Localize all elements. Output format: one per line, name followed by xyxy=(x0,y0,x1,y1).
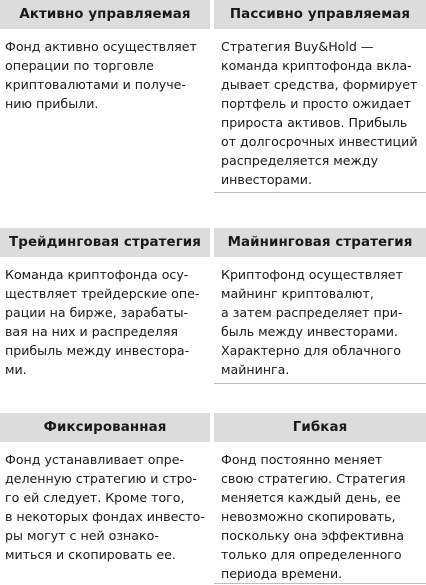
text-line: распределяется между xyxy=(221,153,379,168)
text-line: быль между инвесторами. xyxy=(221,324,398,339)
text-line: в некоторых фондах инвесто- xyxy=(5,509,205,524)
text-line: прибыль между инвестора- xyxy=(5,343,190,358)
text-line: Команда криптофонда осу- xyxy=(5,267,189,282)
card-description xyxy=(0,31,210,157)
card-heading: Пассивно управляемая xyxy=(214,0,426,29)
text-line: ми. xyxy=(5,362,27,377)
text-line: только для определенного xyxy=(221,547,402,562)
text-line: Фонд активно осуществляет xyxy=(5,39,197,54)
text-line: миться и скопировать ее. xyxy=(5,547,176,562)
text-line: невозможно скопировать, xyxy=(221,509,396,524)
card-mining-strategy xyxy=(214,228,426,385)
text-line: го ей следует. Кроме того, xyxy=(5,490,185,505)
text-line: майнинга. xyxy=(221,362,290,377)
text-line: рации на бирже, зарабаты- xyxy=(5,305,189,320)
text-line: ры могут с ней ознако- xyxy=(5,528,159,543)
text-line: команда криптофонда вкла- xyxy=(221,58,412,73)
text-line: нию прибыли. xyxy=(5,96,99,111)
text-line: поскольку она эффективна xyxy=(221,528,405,543)
text-line: криптовалютами и получе- xyxy=(5,77,186,92)
text-line: Криптофонд осуществляет xyxy=(221,267,403,282)
text-line: меняется каждый день, ее xyxy=(221,490,401,505)
text-line: майнинг криптовалют, xyxy=(221,286,374,301)
text-line: деленную стратегию и стро- xyxy=(5,471,197,486)
text-line: а затем распределяет при- xyxy=(221,305,403,320)
card-passive-management xyxy=(214,0,426,189)
text-line: Фонд устанавливает опре- xyxy=(5,452,184,467)
divider xyxy=(214,192,426,193)
divider xyxy=(214,383,426,384)
card-active-management xyxy=(0,0,210,157)
card-description xyxy=(214,444,426,583)
text-line: операции по торговле xyxy=(5,58,154,73)
divider xyxy=(214,583,426,584)
card-description xyxy=(214,31,426,189)
card-fixed-strategy xyxy=(0,413,210,570)
card-description xyxy=(214,259,426,385)
text-line: от долгосрочных инвестиций xyxy=(221,134,418,149)
card-heading: Майнинговая стратегия xyxy=(214,228,426,257)
text-line: Стратегия Buy&Hold — xyxy=(221,39,374,54)
text-line: вая на них и распределяя xyxy=(5,324,179,339)
text-line: ществляет трейдерские опе- xyxy=(5,286,200,301)
card-heading: Фиксированная xyxy=(0,413,210,442)
text-line: Характерно для облачного xyxy=(221,343,401,358)
card-description xyxy=(0,444,210,570)
card-heading: Активно управляемая xyxy=(0,0,210,29)
text-line: дывает средства, формирует xyxy=(221,77,418,92)
text-line: периода времени. xyxy=(221,566,343,581)
card-heading: Гибкая xyxy=(214,413,426,442)
text-line: инвесторами. xyxy=(221,172,312,187)
text-line: свою стратегию. Стратегия xyxy=(221,471,406,486)
text-line: портфель и просто ожидает xyxy=(221,96,412,111)
card-flexible-strategy xyxy=(214,413,426,583)
card-description xyxy=(0,259,210,385)
card-heading: Трейдинговая стратегия xyxy=(0,228,210,257)
card-trading-strategy xyxy=(0,228,210,385)
text-line: Фонд постоянно меняет xyxy=(221,452,383,467)
text-line: прироста активов. Прибыль xyxy=(221,115,408,130)
